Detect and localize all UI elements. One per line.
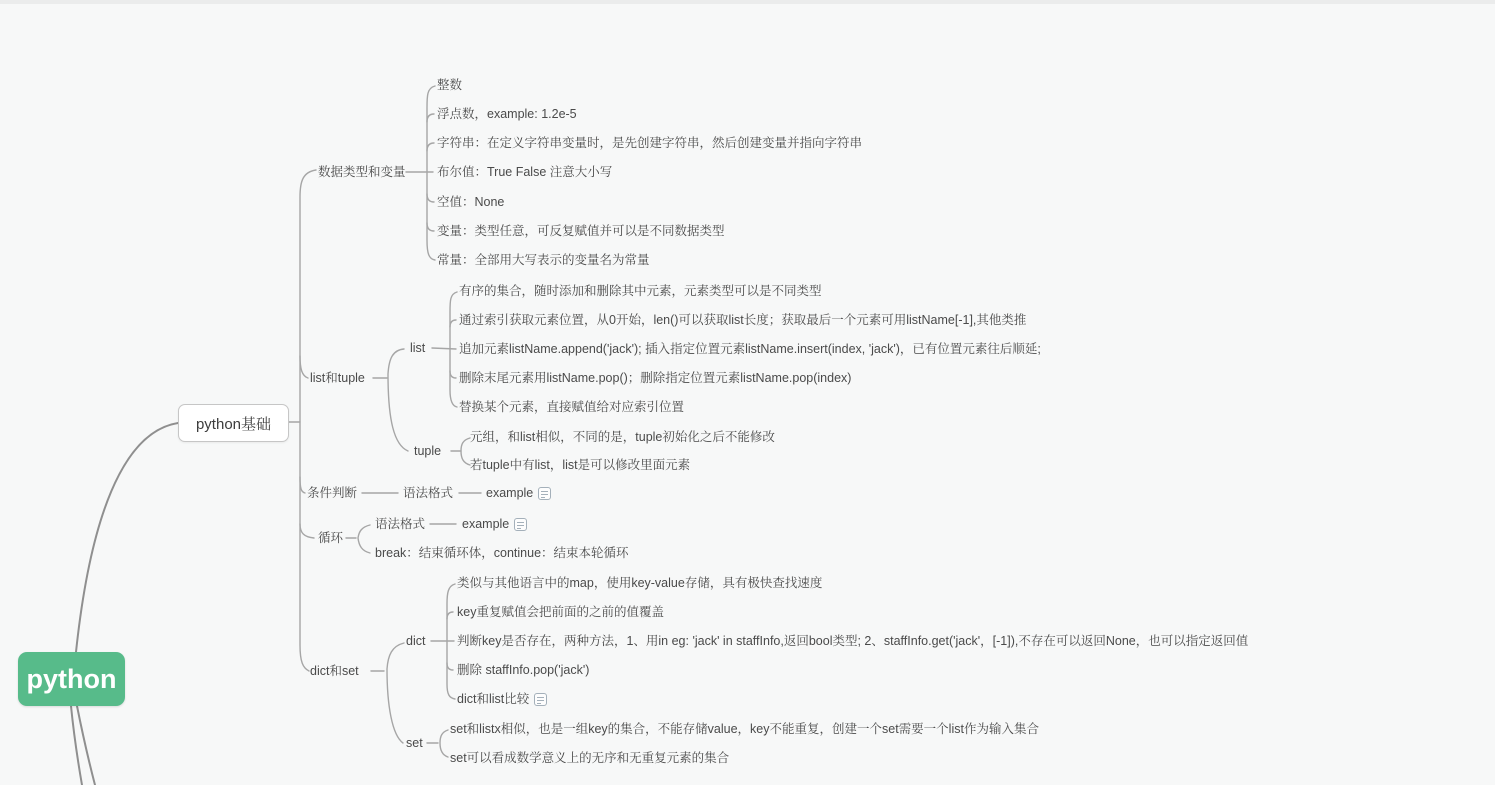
- leaf-text: 常量：全部用大写表示的变量名为常量: [437, 253, 650, 267]
- leaf-text: 通过索引获取元素位置，从0开始，len()可以获取list长度；获取最后一个元素可用listName[-1],其他类推: [459, 313, 1027, 327]
- leaf-text: 删除末尾元素用listName.pop()；删除指定位置元素listName.pop(index): [459, 371, 852, 385]
- connector-datatypes-trunk: [427, 86, 435, 260]
- connector-datatypes-hook-6: [427, 223, 434, 231]
- leaf-list-pop[interactable]: [459, 371, 851, 386]
- connector-hook-list-tuple: [300, 356, 308, 378]
- connector-list-hook-2: [450, 320, 456, 327]
- connector-main-trunk: [300, 170, 316, 671]
- connector-list-h: [432, 348, 456, 349]
- leaf-constant[interactable]: [437, 253, 650, 268]
- leaf-text: 变量：类型任意，可反复赋值并可以是不同数据类型: [437, 224, 725, 238]
- topic-loop-example[interactable]: [462, 517, 527, 532]
- leaf-set-keys[interactable]: [450, 722, 1039, 737]
- connector-datatypes-hook-5: [427, 194, 434, 202]
- topic-condition-syntax[interactable]: 语法格式: [403, 486, 454, 500]
- leaf-set-math[interactable]: [450, 751, 729, 766]
- branch-condition[interactable]: 条件判断: [307, 486, 358, 500]
- leaf-text: 删除 staffInfo.pop('jack'): [457, 663, 590, 677]
- connector-tuple-bracket: [461, 438, 470, 465]
- leaf-text: dict和list比较: [457, 692, 530, 706]
- note-icon[interactable]: [514, 518, 527, 531]
- leaf-text: example: [462, 517, 510, 531]
- leaf-text: 元组，和list相似，不同的是，tuple初始化之后不能修改: [470, 430, 775, 444]
- leaf-list-append[interactable]: [459, 342, 1041, 357]
- leaf-dict-pop[interactable]: [457, 663, 589, 678]
- leaf-text: set可以看成数学意义上的无序和无重复元素的集合: [450, 751, 730, 765]
- leaf-text: key重复赋值会把前面的之前的值覆盖: [457, 605, 664, 619]
- topic-loop-syntax[interactable]: 语法格式: [375, 517, 426, 531]
- leaf-dict-key-exists[interactable]: [457, 634, 1248, 649]
- topic-dict[interactable]: dict: [406, 634, 426, 648]
- leaf-text: 浮点数，example: 1.2e-5: [437, 107, 577, 121]
- leaf-text: 布尔值：True False 注意大小写: [437, 165, 613, 179]
- topic-tuple[interactable]: tuple: [414, 444, 442, 458]
- connector-datatypes-hook-2: [427, 114, 434, 122]
- connector-dict-trunk: [447, 584, 455, 699]
- connector-hook-loop: [300, 524, 314, 538]
- branch-data-types[interactable]: 数据类型和变量: [318, 165, 406, 179]
- branch-list-tuple[interactable]: list和tuple: [310, 371, 365, 385]
- connector-root-down-2: [77, 706, 95, 785]
- leaf-text: set和listx相似，也是一组key的集合，不能存储value，key不能重复，创建一个set需要一个list作为输入集合: [450, 722, 1039, 736]
- topic-list[interactable]: list: [410, 341, 426, 355]
- leaf-loop-break-continue[interactable]: [375, 546, 629, 561]
- branch-dict-set[interactable]: dict和set: [310, 664, 359, 678]
- leaf-text: 字符串：在定义字符串变量时，是先创建字符串，然后创建变量并指向字符串: [437, 136, 863, 150]
- leaf-text: 类似与其他语言中的map，使用key-value存储，具有极快查找速度: [457, 576, 823, 590]
- connector-loop-bracket: [358, 525, 370, 553]
- leaf-text: 替换某个元素，直接赋值给对应索引位置: [459, 400, 685, 414]
- leaf-integer[interactable]: [437, 78, 462, 93]
- leaf-text: example: [486, 486, 534, 500]
- connector-listtuple-bracket: [388, 349, 408, 451]
- note-icon[interactable]: [538, 487, 551, 500]
- connector-dict-hook-4: [447, 663, 453, 670]
- connector-list-hook-4: [450, 371, 456, 378]
- connector-root-center: [76, 423, 178, 652]
- leaf-text: break：结束循环体，continue：结束本轮循环: [375, 546, 629, 560]
- connector-dict-hook-2: [447, 612, 453, 619]
- leaf-dict-map[interactable]: [457, 576, 822, 591]
- leaf-text: 整数: [437, 78, 463, 92]
- root-topic-python[interactable]: python: [18, 652, 125, 706]
- leaf-none[interactable]: [437, 195, 504, 210]
- connector-root-down-1: [71, 706, 82, 785]
- topic-set[interactable]: set: [406, 736, 423, 750]
- leaf-dict-overwrite[interactable]: [457, 605, 664, 620]
- connector-dictset-bracket: [387, 643, 404, 743]
- topic-python-basics[interactable]: python基础: [178, 404, 289, 442]
- connector-datatypes-hook-3: [427, 143, 434, 151]
- leaf-list-replace[interactable]: [459, 400, 684, 415]
- leaf-list-index[interactable]: [459, 313, 1026, 328]
- leaf-list-ordered[interactable]: [459, 284, 822, 299]
- leaf-tuple-immutable[interactable]: [470, 430, 775, 445]
- leaf-tuple-list-inside[interactable]: [470, 458, 690, 473]
- note-icon[interactable]: [534, 693, 547, 706]
- leaf-float[interactable]: [437, 107, 577, 122]
- connector-set-bracket: [440, 730, 448, 757]
- connector-hook-condition: [300, 477, 305, 493]
- leaf-dict-list-compare[interactable]: [457, 692, 547, 707]
- leaf-text: 空值：None: [437, 195, 505, 209]
- branch-loop[interactable]: 循环: [318, 531, 344, 545]
- leaf-text: 若tuple中有list，list是可以修改里面元素: [470, 458, 691, 472]
- connector-list-trunk: [450, 292, 457, 407]
- leaf-bool[interactable]: [437, 165, 612, 180]
- leaf-text: 追加元素listName.append('jack'); 插入指定位置元素listName.insert(index, 'jack')，已有位置元素往后顺延;: [459, 342, 1041, 356]
- leaf-text: 有序的集合，随时添加和删除其中元素，元素类型可以是不同类型: [459, 284, 822, 298]
- leaf-text: 判断key是否存在，两种方法，1、用in eg: 'jack' in staffInfo,返回bool类型; 2、staffInfo.get('jack'，[-1]),不存在可以返回None，也可以指定返回值: [457, 634, 1249, 648]
- topic-condition-example[interactable]: [486, 486, 551, 501]
- leaf-variable[interactable]: [437, 224, 725, 239]
- leaf-string[interactable]: [437, 136, 862, 151]
